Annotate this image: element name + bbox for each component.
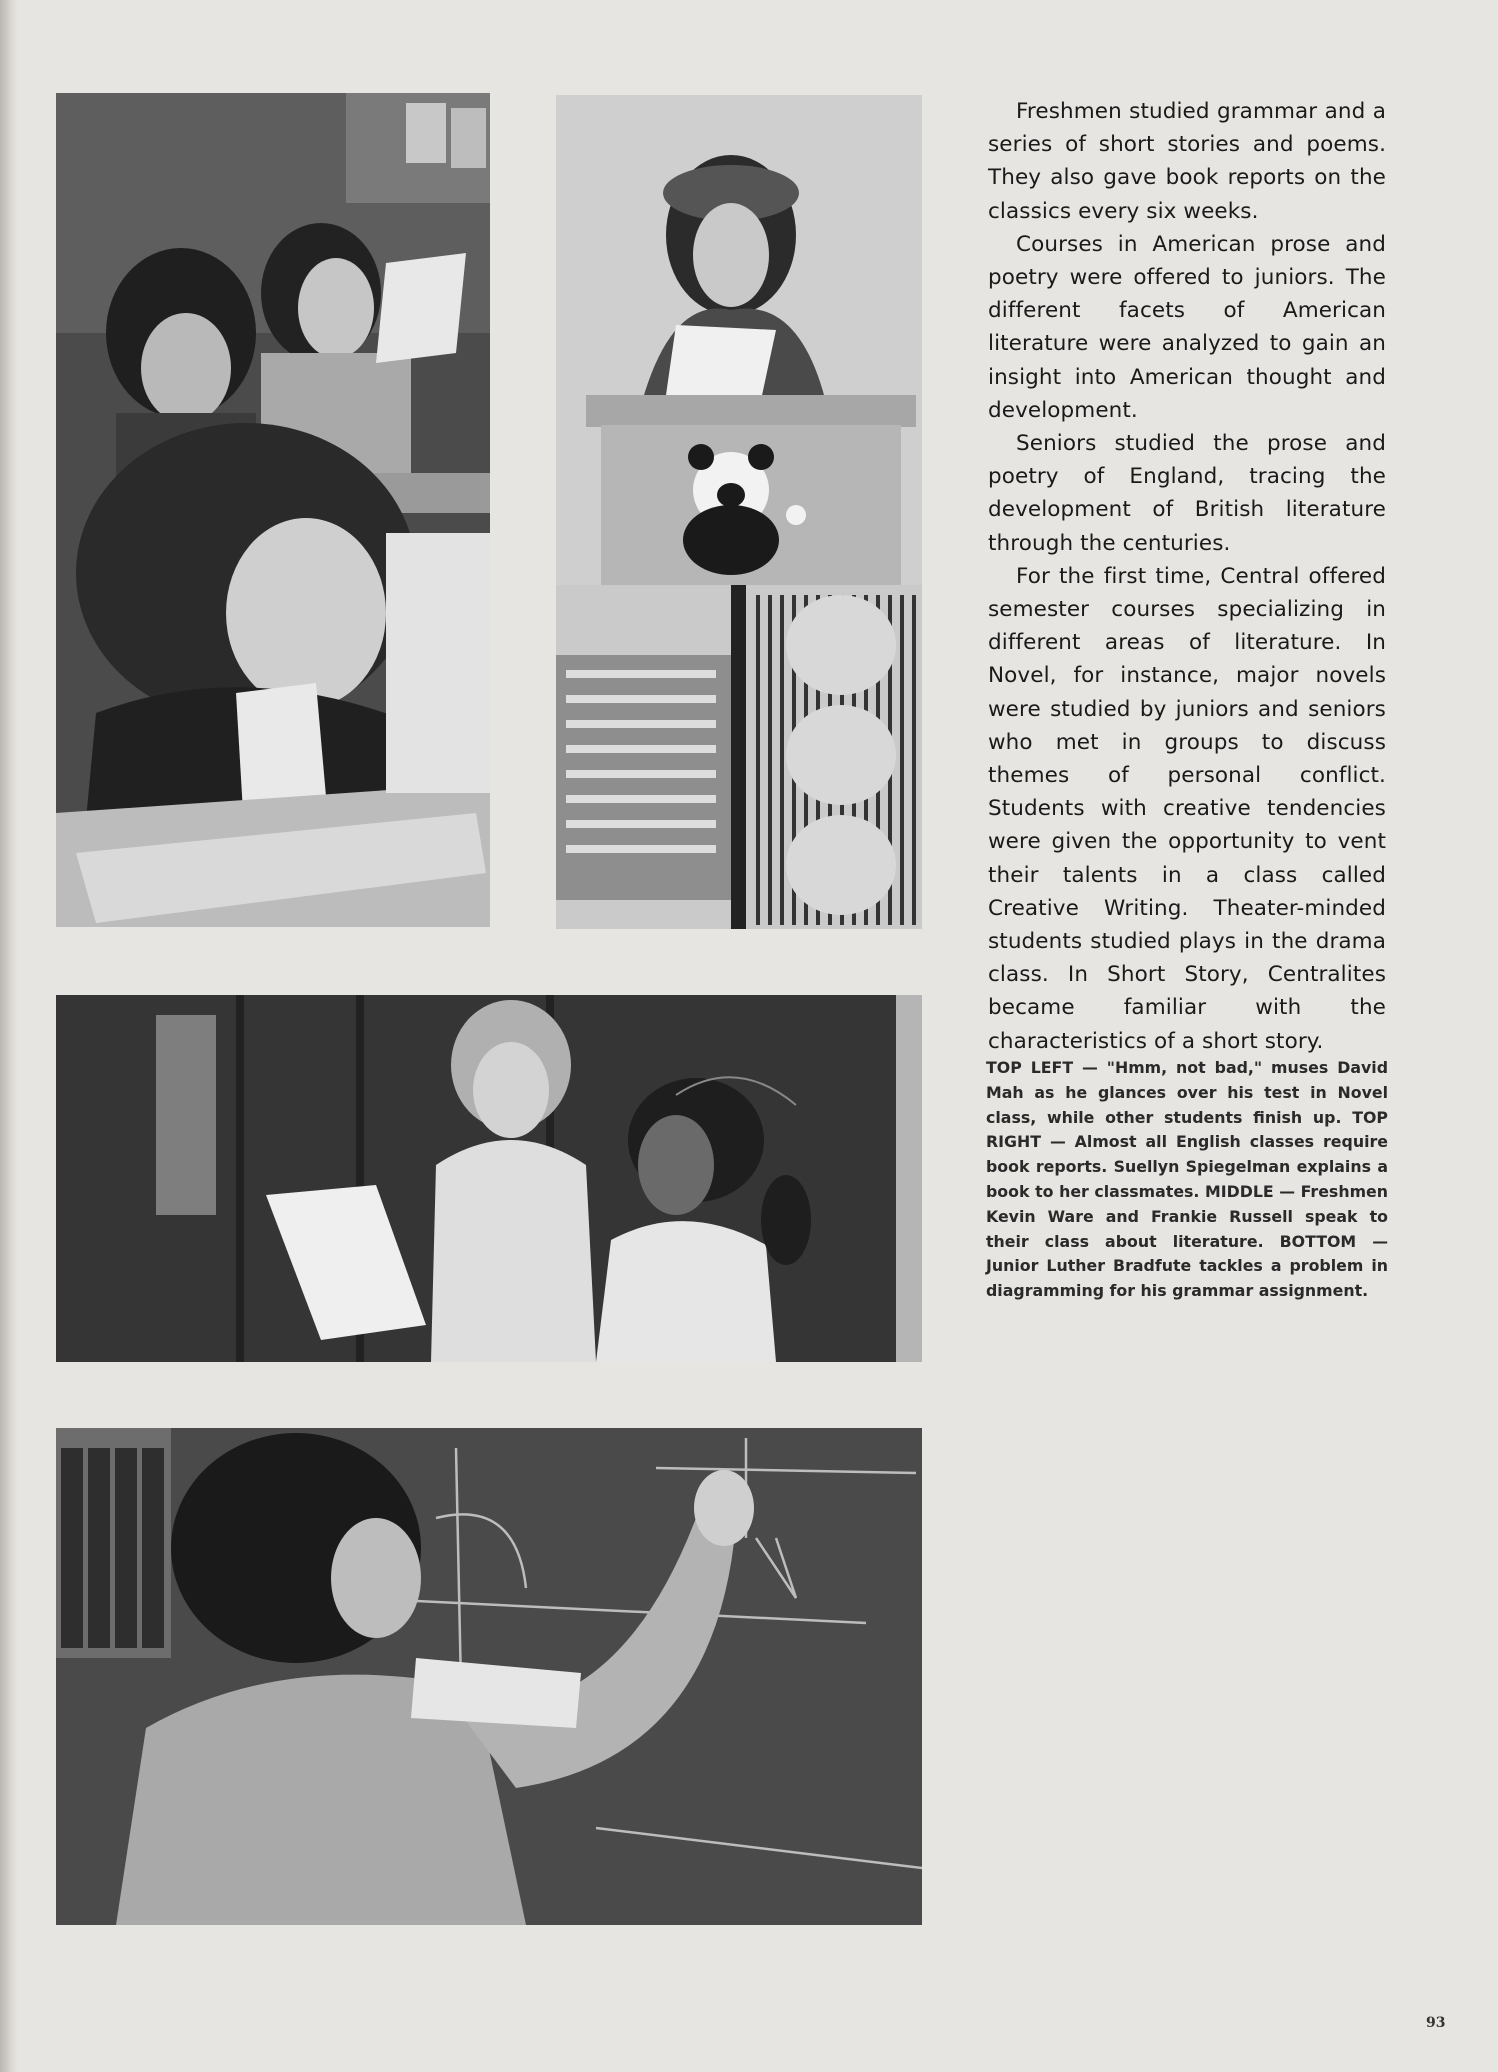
paragraph-semester-courses: For the first time, Central offered semester courses specializing in different areas of literature. In Novel, for instance, major novels were studied by juniors and seniors who met in groups to discuss themes of personal conflict. Students with creative tendencies were given the opportunity to vent their talents in a class called Creative Writing. Theater-minded students studied plays in the drama class. In Short Story, Centralites became familiar with the characteristics of a short story.	[988, 563, 1386, 1054]
paragraph-seniors: Seniors studied the prose and poetry of England, tracing the development of British literature through the centuries.	[988, 431, 1386, 556]
paragraph-freshmen: Freshmen studied grammar and a series of short stories and poems. They also gave book reports on the classics every six weeks.	[988, 99, 1386, 224]
page-number: 93	[1426, 2015, 1446, 2031]
photo-bottom	[56, 1428, 922, 1925]
binding-shadow	[0, 0, 18, 2072]
article-body	[988, 95, 1386, 1058]
photo-caption: TOP LEFT — "Hmm, not bad," muses David Mah as he glances over his test in Novel class, while other students finish up. TOP RIGHT — Almost all English classes require book reports. Suellyn Spiegelman explains a book to her classmates. MIDDLE — Freshmen Kevin Ware and Frankie Russell speak to their class about literature. BOTTOM — Junior Luther Bradfute tackles a problem in diagramming for his grammar assignment.	[986, 1058, 1388, 1301]
photo-top-left	[56, 93, 490, 927]
photo-middle	[56, 995, 922, 1362]
photo-top-right	[556, 95, 922, 929]
paragraph-juniors: Courses in American prose and poetry were offered to juniors. The different facets of American literature were analyzed to gain an insight into American thought and development.	[988, 231, 1386, 423]
